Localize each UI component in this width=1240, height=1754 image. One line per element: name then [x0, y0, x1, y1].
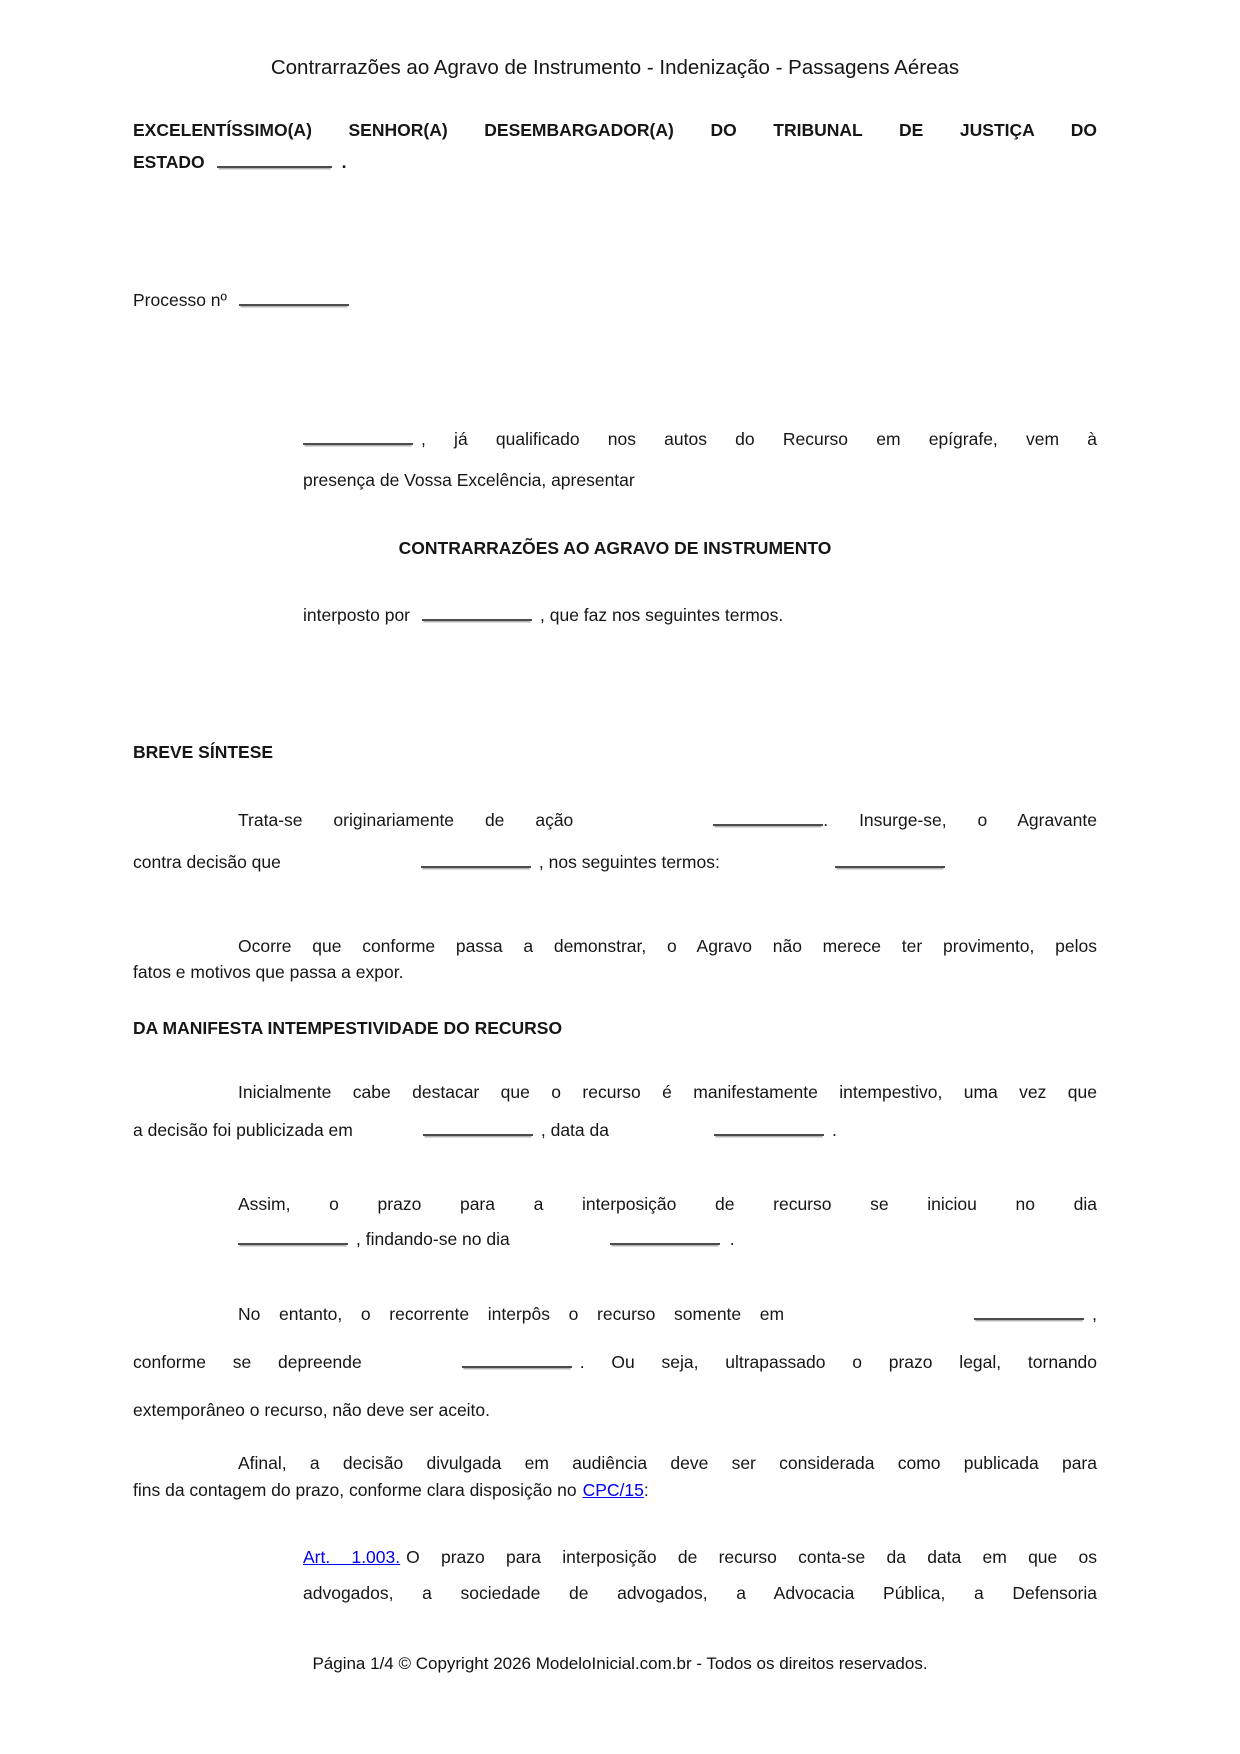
blank-data-interposicao-field[interactable] [974, 1303, 1084, 1320]
ocorre-text-1: Ocorre que conforme passa a demonstrar, o Agravo não merece ter provimento, pelos [238, 936, 1097, 956]
intempestividade-paragraph-3 [133, 1290, 1097, 1434]
noentanto-line-2 [133, 1338, 1097, 1386]
noentanto-text-2: , [1092, 1304, 1097, 1324]
cpc15-link[interactable]: CPC/15 [582, 1480, 644, 1500]
assim-text-2: , findando-se no dia [356, 1229, 510, 1249]
page-title: Contrarrazões ao Agravo de Instrumento - Indenização - Passagens Aéreas [270, 56, 960, 79]
vocative-line-2 [133, 146, 1097, 178]
blank-dia-inicio-field[interactable] [238, 1228, 348, 1245]
vocative-paragraph [133, 114, 1097, 178]
qualification-text-2: presença de Vossa Excelência, apresentar [303, 470, 635, 490]
ocorre-line-1 [133, 933, 1097, 959]
blank-termos-field[interactable] [835, 851, 945, 868]
inicialmente-text-4: . [831, 1120, 837, 1140]
quote-line-1 [303, 1539, 1097, 1575]
breve-sintese-paragraph-1 [133, 799, 1097, 883]
quote-line-2 [303, 1575, 1097, 1611]
quote-text-1: O prazo para interposição de recurso conta-se da data em que os [406, 1547, 1097, 1567]
noentanto-text-1: No entanto, o recorrente interpôs o recurso somente em [238, 1304, 785, 1324]
inicialmente-line-2 [133, 1111, 1097, 1149]
inicialmente-text-2: a decisão foi publicizada em [133, 1120, 353, 1140]
interposto-paragraph [303, 602, 1097, 628]
assim-text-3: . [729, 1229, 735, 1249]
vocative-line-1 [133, 114, 1097, 146]
tratase-text-1: Trata-se originariamente de ação [238, 810, 574, 830]
noentanto-text-5: extemporâneo o recurso, não deve ser aceito. [133, 1400, 491, 1420]
tratase-line-2 [133, 841, 1097, 883]
interposto-text-1: interposto por [303, 605, 411, 625]
noentanto-line-3 [133, 1386, 1097, 1434]
afinal-text-1: Afinal, a decisão divulgada em audiência deve ser considerada como publicada para [238, 1453, 1097, 1473]
breve-sintese-paragraph-2 [133, 933, 1097, 985]
tratase-line-1 [133, 799, 1097, 841]
section-heading-intempestividade: DA MANIFESTA INTEMPESTIVIDADE DO RECURSO [133, 1018, 563, 1038]
assim-line-1 [238, 1187, 1097, 1222]
assim-text-1: Assim, o prazo para a interposição de recurso se iniciou no dia [238, 1194, 1097, 1214]
tratase-text-3: contra decisão que [133, 852, 281, 872]
afinal-line-2 [133, 1477, 1097, 1504]
blank-agravante-name-field[interactable] [422, 604, 532, 621]
ocorre-text-2: fatos e motivos que passa a expor. [133, 962, 404, 982]
blank-dia-fim-field[interactable] [610, 1228, 720, 1245]
qualification-text-1: , já qualificado nos autos do Recurso em epígrafe, vem à [421, 429, 1097, 449]
blank-estado-field[interactable] [217, 151, 332, 168]
blank-comprovacao-field[interactable] [462, 1351, 572, 1368]
ocorre-line-2 [133, 959, 1097, 985]
qualification-paragraph [303, 419, 1097, 501]
interposto-text-2: , que faz nos seguintes termos. [540, 605, 784, 625]
inicialmente-line-1 [133, 1073, 1097, 1111]
inicialmente-text-3: , data da [540, 1120, 609, 1140]
intempestividade-paragraph-1 [133, 1073, 1097, 1149]
section-heading-breve-sintese: BREVE SÍNTESE [133, 742, 274, 762]
quote-text-2: advogados, a sociedade de advogados, a Advocacia Pública, a Defensoria [303, 1583, 1097, 1603]
blank-decisao-field[interactable] [421, 851, 531, 868]
blank-process-number-field[interactable] [239, 289, 349, 306]
law-quote-block [303, 1539, 1097, 1611]
afinal-text-3: : [643, 1480, 649, 1500]
tratase-text-2: . Insurge-se, o Agravante [823, 810, 1097, 830]
intempestividade-paragraph-4 [133, 1450, 1097, 1504]
page-footer: Página 1/4 © Copyright 2026 ModeloInicial.com.br - Todos os direitos reservados. [312, 1654, 928, 1673]
qualification-line-2 [303, 460, 1097, 501]
art-1003-link[interactable]: Art. 1.003. [303, 1547, 401, 1567]
qualification-line-1 [303, 419, 1097, 460]
intempestividade-paragraph-2 [238, 1187, 1097, 1257]
noentanto-line-1 [133, 1290, 1097, 1338]
noentanto-text-4: . Ou seja, ultrapassado o prazo legal, tornando [579, 1352, 1098, 1372]
vocative-text-2: ESTADO [133, 152, 205, 172]
assim-line-2 [238, 1222, 1097, 1257]
blank-agravado-name-field[interactable] [303, 428, 413, 445]
process-number-line [133, 287, 1097, 313]
vocative-text-3: . [341, 152, 347, 172]
tratase-text-4: , nos seguintes termos: [538, 852, 720, 872]
inicialmente-text-1: Inicialmente cabe destacar que o recurso é manifestamente intempestivo, uma vez que [238, 1082, 1097, 1102]
afinal-text-2: fins da contagem do prazo, conforme clara disposição no [133, 1480, 577, 1500]
blank-data-publicacao-field[interactable] [423, 1119, 533, 1136]
vocative-text-1: EXCELENTÍSSIMO(A) SENHOR(A) DESEMBARGADOR(A) DO TRIBUNAL DE JUSTIÇA DO [133, 120, 1097, 140]
blank-data-da-field[interactable] [714, 1119, 824, 1136]
process-number-label: Processo nº [133, 290, 227, 310]
main-heading: CONTRARRAZÕES AO AGRAVO DE INSTRUMENTO [398, 538, 832, 558]
afinal-line-1 [133, 1450, 1097, 1477]
noentanto-text-3: conforme se depreende [133, 1352, 362, 1372]
blank-tipo-acao-field[interactable] [713, 809, 823, 826]
